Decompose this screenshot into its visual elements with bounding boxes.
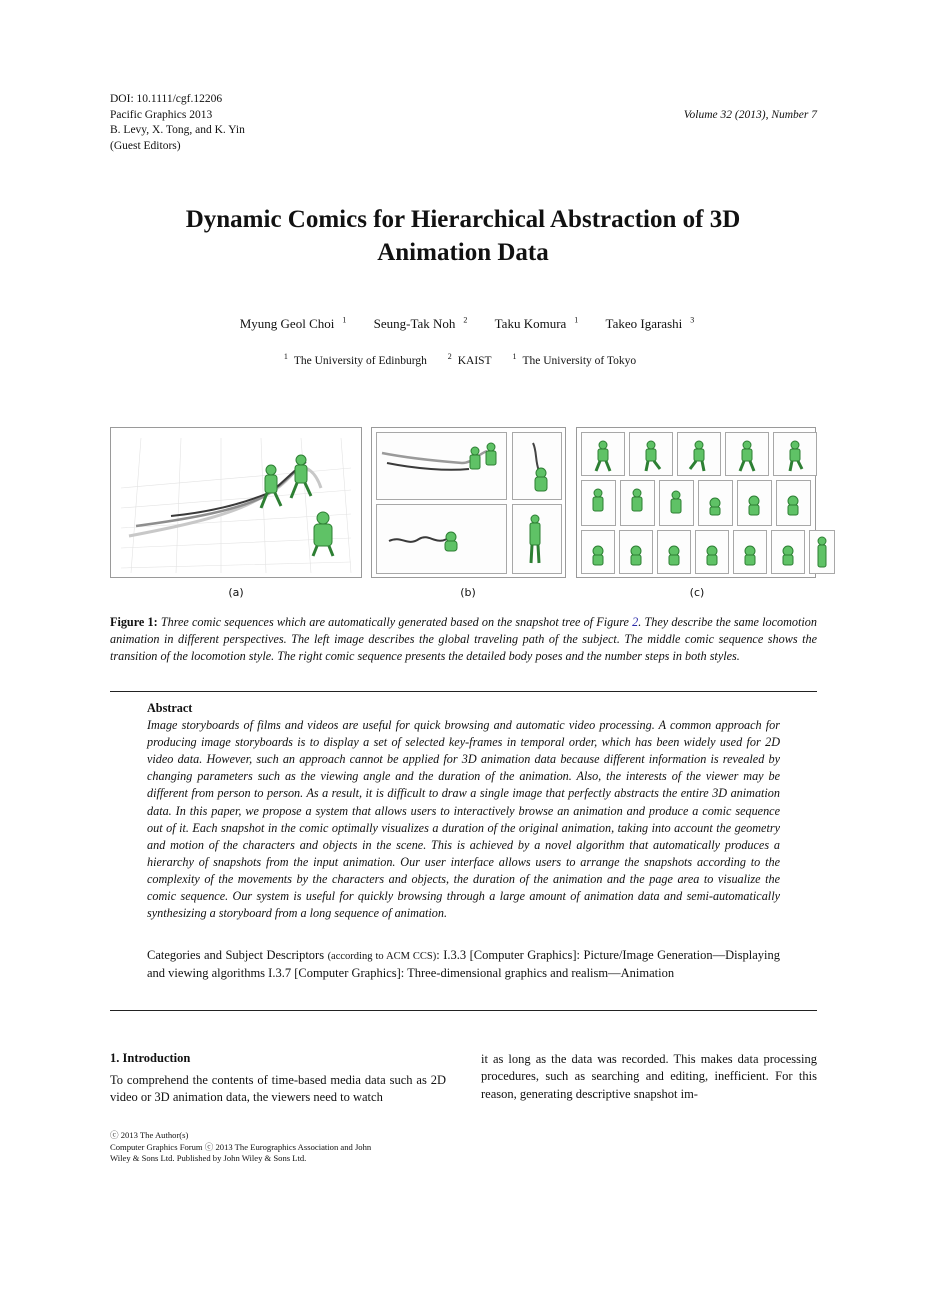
comic-row (581, 530, 811, 574)
figure-ref-link[interactable]: 2 (632, 615, 639, 629)
author (598, 316, 695, 331)
pose-art (658, 531, 690, 573)
pose-art (582, 531, 614, 573)
volume-info (684, 108, 817, 124)
comic-row (581, 480, 811, 526)
author-name: Seung-Tak Noh (373, 316, 456, 332)
affiliation-name: KAIST (457, 354, 492, 367)
section-heading: 1. Introduction (110, 1051, 191, 1065)
pose-art (630, 433, 672, 475)
comic-snapshot (581, 432, 625, 476)
comic-snapshot (512, 432, 562, 500)
motion-trail (533, 443, 539, 471)
running-header-left (110, 92, 245, 154)
caption-text-rest: . They describe the same locomotion animation in different perspectives. The left image describes the global traveling path of the subject. The middle comic sequence shows the transition of the locomotion style. The right comic sequence presents the detailed body poses and the number steps in both styles. (110, 615, 817, 663)
comic-snapshot (773, 432, 817, 476)
caption-text: Three comic sequences which are automatically generated based on the snapshot tree of Figure (157, 615, 633, 629)
categories-note: (according to ACM CCS) (327, 951, 437, 962)
title-line-1: Dynamic Comics for Hierarchical Abstraction of 3D (185, 206, 741, 233)
guest-editors: (Guest Editors) (110, 139, 181, 152)
character-pose (445, 532, 457, 551)
character-pose (530, 515, 540, 563)
pose-art (678, 433, 720, 475)
author-sup: 1 (574, 316, 579, 325)
volume-prefix: Volume 32 ( (683, 109, 739, 121)
figure-caption (110, 614, 817, 665)
comic-snapshot (771, 530, 805, 574)
comic-snapshot (776, 480, 811, 526)
author-name: Taku Komura (494, 316, 567, 332)
intro-left-column: To comprehend the contents of time-based media data such as 2D video or 3D animation data, the viewers need to watch (110, 1073, 446, 1105)
comic-snapshot (376, 504, 507, 574)
volume-suffix: ), Number 7 (761, 109, 817, 121)
categories (147, 947, 780, 983)
pose-art (621, 481, 653, 525)
editors: B. Levy, X. Tong, and K. Yin (110, 124, 245, 136)
affiliation-sup: 1 (512, 352, 517, 361)
copyright-line: Wiley & Sons Ltd. Published by John Wiley & Sons Ltd. (110, 1153, 307, 1163)
author (232, 316, 347, 331)
author-name: Takeo Igarashi (605, 316, 683, 332)
pose-art (582, 481, 614, 525)
intro-right-column: it as long as the data was recorded. This makes data processing procedures, such as searching and editing, inefficient. For this reason, generating descriptive snapshot im- (481, 1052, 817, 1101)
motion-trail (387, 463, 469, 470)
comic-snapshot (629, 432, 673, 476)
author-sup: 1 (342, 316, 347, 325)
character-pose (291, 455, 311, 498)
pose-art (772, 531, 804, 573)
comic-snapshot (659, 480, 694, 526)
bottom-rule (110, 1010, 817, 1011)
conference: Pacific Graphics 2013 (110, 108, 213, 121)
figure-panel-c (576, 427, 816, 578)
pose-art (726, 433, 768, 475)
comic-snapshot (698, 480, 733, 526)
character-pose (470, 447, 480, 469)
pose-art (810, 531, 834, 573)
pose-art (660, 481, 692, 525)
comic-row (581, 432, 811, 476)
comic-snapshot (695, 530, 729, 574)
comic-snapshot (619, 530, 653, 574)
copyright-line: ⓒ 2013 The Author(s) (110, 1130, 189, 1140)
comic-snapshot (733, 530, 767, 574)
motion-trail (389, 537, 447, 542)
paper-title (110, 203, 816, 269)
copyright-line: Computer Graphics Forum ⓒ 2013 The Eurographics Association and John (110, 1141, 372, 1152)
affiliation-name: The University of Edinburgh (293, 354, 427, 367)
caption-label: Figure 1: (110, 615, 158, 629)
comic-snapshot (737, 480, 772, 526)
author-list (110, 316, 816, 332)
snapshot-art (513, 505, 561, 573)
affiliation-name: The University of Tokyo (522, 354, 637, 367)
figure-panel-a (110, 427, 362, 578)
comic-snapshot (677, 432, 721, 476)
comic-snapshot (809, 530, 835, 574)
author-sup: 2 (463, 316, 468, 325)
categories-lead: Categories and Subject Descriptors (147, 948, 328, 962)
figure-panel-b (371, 427, 566, 578)
figure-label-b: (b) (460, 586, 476, 599)
abstract (147, 700, 780, 922)
affiliation (447, 352, 498, 367)
affiliation-sup: 1 (283, 352, 288, 361)
affiliation (283, 352, 433, 367)
character-pose (535, 468, 547, 491)
pose-art (777, 481, 809, 525)
title-line-2: Animation Data (377, 239, 549, 266)
comic-snapshot (376, 432, 507, 500)
author-sup: 3 (690, 316, 695, 325)
affiliation-list (110, 352, 816, 367)
character-pose (486, 443, 496, 465)
snapshot-art (377, 505, 506, 573)
figure-label-a: (a) (228, 586, 244, 599)
comic-snapshot (581, 530, 615, 574)
floor-grid (121, 438, 351, 573)
pose-art (774, 433, 816, 475)
abstract-body: Image storyboards of films and videos are useful for quick browsing and automatic video processing. A common approach for producing image storyboards is to display a set of selected key-frames in temporal order, which has been widely used for 2D video data. However, such an approach cannot be applied for 3D animation data because different information is revealed by changing parameters such as the viewing angle and the duration of the animation. Also, the interests of the viewer may be different from person to person. As a result, it is difficult to draw a single image that perfectly abstracts the entire 3D animation data. In this paper, we propose a system that allows users to interactively browse an animation and produce a comic sequence out of it. Each snapshot in the comic optimally visualizes a duration of the original animation, taking into account the geometry and motion of the characters and objects in the scene. This is achieved by a novel algorithm that automatically produces a hierarchy of snapshots from the input animation. Our user interface allows users to arrange the snapshots according to the complexity of the movements by the characters and objects, the duration of the animation and the page area to visualize the comic sequence. Our system is useful for quickly browsing through a large amount of animation data and semi-automatically synthesizing a storyboard from a long sequence of animation. (147, 718, 780, 921)
comic-snapshot (581, 480, 616, 526)
abstract-heading: Abstract (147, 701, 193, 715)
snapshot-art (513, 433, 561, 499)
author (487, 316, 579, 331)
character-pose (313, 512, 333, 556)
top-rule (110, 691, 817, 692)
author-name: Myung Geol Choi (239, 316, 335, 332)
comic-snapshot (620, 480, 655, 526)
comic-snapshot (512, 504, 562, 574)
affiliation (512, 352, 642, 367)
pose-art (738, 481, 770, 525)
comic-snapshot (657, 530, 691, 574)
copyright-footer (110, 1130, 371, 1165)
snapshot-art (377, 433, 506, 499)
pose-art (696, 531, 728, 573)
pose-art (620, 531, 652, 573)
categories-list: : I.3.3 [Computer Graphics]: Picture/Image Generation—Displaying and viewing algorithms I.3.7 [Computer Graphics]: Three-dimensional graphics and realism—Animation (147, 948, 780, 981)
pose-art (699, 481, 731, 525)
comic-snapshot (725, 432, 769, 476)
doi: DOI: 10.1111/cgf.12206 (110, 93, 223, 105)
pose-art (734, 531, 766, 573)
affiliation-sup: 2 (447, 352, 452, 361)
figure-label-c: (c) (689, 586, 705, 599)
volume-year: 2013 (738, 109, 762, 121)
author (366, 316, 468, 331)
travel-path-illustration (111, 428, 361, 577)
pose-art (582, 433, 624, 475)
